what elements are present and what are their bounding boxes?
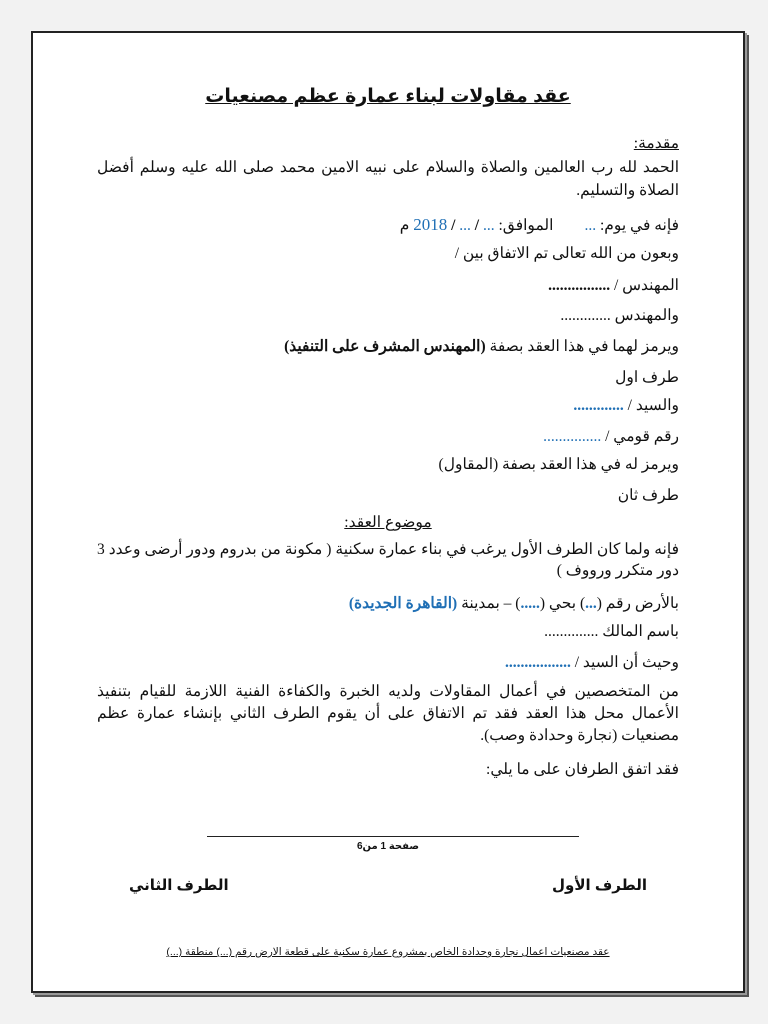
second-party-signature: الطرف الثاني (129, 877, 229, 894)
role1-line: ويرمز لهما في هذا العقد بصفة (المهندس المشرف على التنفيذ) (284, 338, 679, 355)
document-page (31, 31, 745, 993)
specialist-text: من المتخصصين في أعمال المقاولات ولديه الخبرة والكفاءة الفنية اللازمة للقيام بتنفيذ الأعمال محل هذا العقد فقد تم الاتفاق على أن يقوم الطرف الثاني بإنشاء عمارة عظم مصنعيات (نجارة وحدادة وصب). (97, 683, 679, 744)
whereas-line: وحيث أن السيد / ................. (504, 654, 679, 671)
date-line: فإنه في يوم: ... الموافق: ... / ... / 2018 م (399, 215, 679, 234)
first-party-signature: الطرف الأول (552, 877, 647, 894)
agreed-line: فقد اتفق الطرفان على ما يلي: (486, 761, 679, 778)
document-title: عقد مقاولات لبناء عمارة عظم مصنعيات (205, 86, 571, 107)
page-number: صفحة 1 من6 (356, 841, 419, 852)
party1-label: طرف اول (615, 369, 679, 386)
intro-text: الحمد لله رب العالمين والصلاة والسلام على نبيه الامين محمد صلى الله عليه وسلم أفضل الصلاة والتسليم. (97, 159, 679, 199)
subject-heading: موضوع العقد: (344, 514, 432, 531)
footer-text: عقد مصنعيات اعمال نجارة وحدادة الخاص بمشروع عمارة سكنية على قطعة الارض رقم (...) منطقة (...) (166, 946, 610, 958)
engineer1-line: المهندس / ................ (548, 277, 679, 294)
footer-rule (207, 836, 579, 837)
mister-line: والسيد / ............. (573, 397, 679, 414)
agreement-line: وبعون من الله تعالى تم الاتفاق بين / (454, 245, 679, 262)
land-line: بالأرض رقم (...) بحي (.....) – بمدينة (القاهرة الجديدة) (348, 595, 679, 612)
engineer2-line: والمهندس ............. (560, 307, 679, 324)
subject-text: فإنه ولما كان الطرف الأول يرغب في بناء عمارة سكنية ( مكونة من بدروم ودور أرضى وعدد 3 دور متكرر ورووف ) (97, 541, 679, 579)
role2-line: ويرمز له في هذا العقد بصفة (المقاول) (438, 456, 679, 473)
owner-line: باسم المالك .............. (544, 623, 679, 640)
party2-label: طرف ثان (617, 487, 679, 504)
national-id-line: رقم قومي / ............... (543, 428, 679, 445)
intro-heading: مقدمة: (633, 135, 679, 152)
